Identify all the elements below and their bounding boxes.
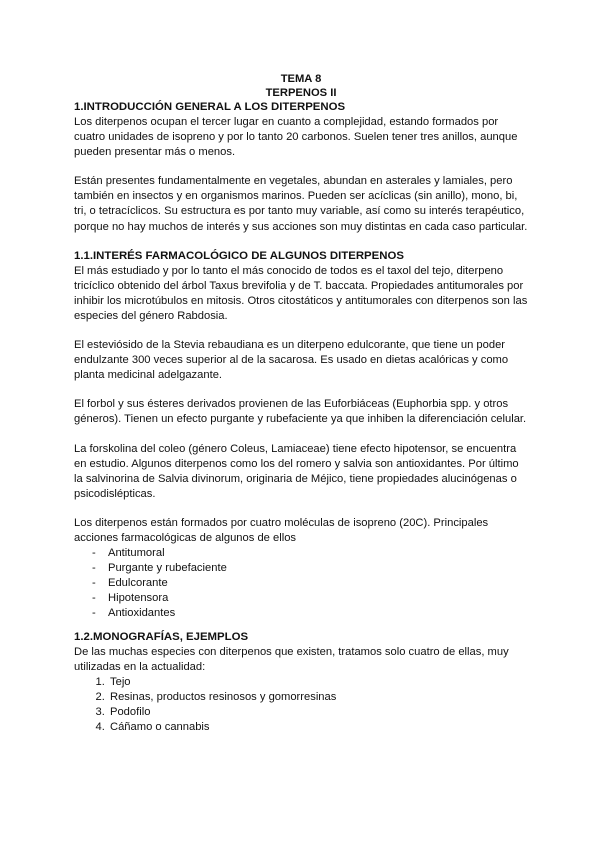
list-item: - Edulcorante <box>92 576 528 591</box>
section-1-1-paragraph-1: El más estudiado y por lo tanto el más conocido de todos es el taxol del tejo, diterpeno tricíclico obtenido del árbol Taxus brevifolia y de T. baccata. Propiedades antitumorales por inhibir los microtúbulos en mitosis. Otros citostáticos y antitumorales con diterpenos son las especies del género Rabdosia. <box>74 264 528 322</box>
list-item: 2. Resinas, productos resinosos y gomorresinas <box>108 690 528 705</box>
list-item: 3. Podofilo <box>108 705 528 720</box>
section-1-1-paragraph-4: La forskolina del coleo (género Coleus, Lamiaceae) tiene efecto hipotensor, se encuentra en estudio. Algunos diterpenos como los del romero y salvia son antioxidantes. Por último la salvinorina de Salvia divinorum, originaria de Méjico, tiene propiedades alucinógenas o psicodislépticas. <box>74 442 519 500</box>
document-subtitle: TERPENOS II <box>265 87 337 99</box>
section-1-paragraph-2: Están presentes fundamentalmente en vegetales, abundan en asterales y lamiales, pero también en insectos y en organismos marinos. Pueden ser acíclicas (sin anillo), mono, bi, tri, o tetracíclicos. Su estructura es por tanto muy variable, así como su interés terapéutico, porque no hay muchos de interés y sus acciones son muy distintas en cada caso particular. <box>74 175 528 233</box>
monographs-list <box>74 675 528 735</box>
list-item: - Purgante y rubefaciente <box>92 561 528 576</box>
section-1-2-paragraph-1: De las muchas especies con diterpenos que existen, tratamos solo cuatro de ellas, muy utilizadas en la actualidad: <box>74 645 509 673</box>
list-item: 4. Cáñamo o cannabis <box>108 720 528 735</box>
section-1-1-paragraph-3: El forbol y sus ésteres derivados provienen de las Euforbiáceas (Euphorbia spp. y otros géneros). Tienen un efecto purgante y rubefaciente ya que inhiben la diferenciación celular. <box>74 398 527 426</box>
document-title: TEMA 8 <box>280 73 322 85</box>
section-1-heading: 1.INTRODUCCIÓN GENERAL A LOS DITERPENOS <box>74 101 346 113</box>
list-item: - Hipotensora <box>92 591 528 606</box>
section-1-2-heading: 1.2.MONOGRAFÍAS, EJEMPLOS <box>74 630 249 643</box>
section-1-1-heading: 1.1.INTERÉS FARMACOLÓGICO DE ALGUNOS DITERPENOS <box>74 249 404 262</box>
list-item: - Antitumoral <box>92 546 528 561</box>
list-item: - Antioxidantes <box>92 606 528 621</box>
section-1-paragraph-1: Los diterpenos ocupan el tercer lugar en cuanto a complejidad, estando formados por cuatro unidades de isopreno y por lo tanto 20 carbonos. Suelen tener tres anillos, aunque pueden presentar más o menos. <box>74 116 518 159</box>
section-1-1-paragraph-2: El esteviósido de la Stevia rebaudiana es un diterpeno edulcorante, que tiene un poder endulzante 300 veces superior al de la sacarosa. Es usado en dietas acalóricas y como planta medicinal adelgazante. <box>74 339 509 382</box>
actions-list <box>74 546 528 621</box>
section-1-1-paragraph-5: Los diterpenos están formados por cuatro moléculas de isopreno (20C). Principales acciones farmacológicas de algunos de ellos <box>74 516 489 544</box>
list-item: 1. Tejo <box>108 675 528 690</box>
